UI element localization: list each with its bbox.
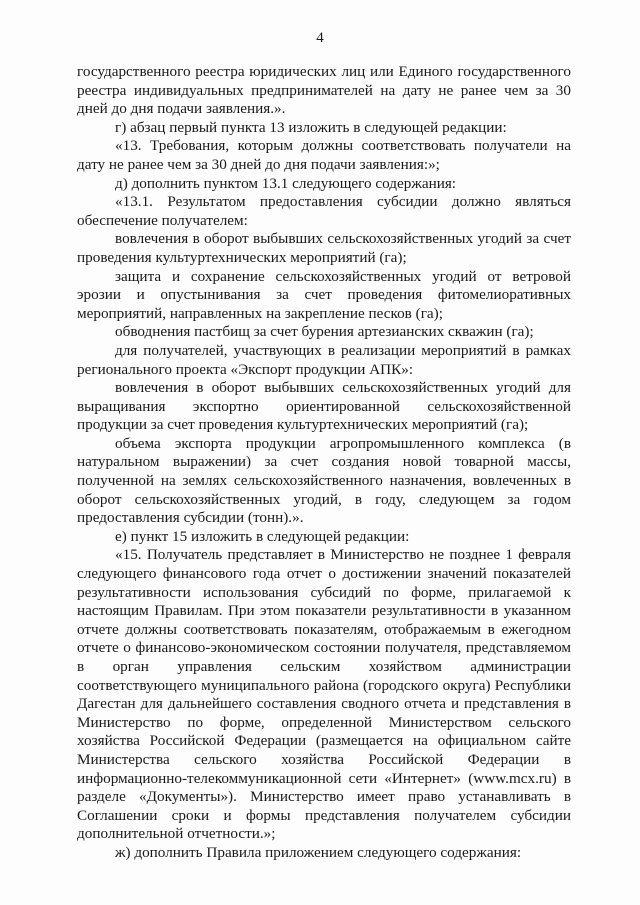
paragraph: государственного реестра юридических лиц или Единого государственного реестра индивидуальных предпринимателей на дату не ранее чем за 30 дней до дня подачи заявления.». — [77, 63, 571, 118]
paragraph: «13.1. Результатом предоставления субсидии должно являться обеспечение получателем: — [77, 193, 571, 229]
paragraph: е) пункт 15 изложить в следующей редакции: — [115, 527, 410, 545]
paragraph: защита и сохранение сельскохозяйственных угодий от ветровой эрозии и опустынивания за счет проведения фитомелиоративных мероприятий, направленных на закрепление песков (га); — [77, 267, 571, 322]
page-number: 4 — [316, 30, 324, 46]
paragraph: вовлечения в оборот выбывших сельскохозяйственных угодий за счет проведения культуртехнических мероприятий (га); — [77, 230, 571, 266]
paragraph: ж) дополнить Правила приложением следующего содержания: — [115, 843, 522, 861]
paragraph: г) абзац первый пункта 13 изложить в следующей редакции: — [115, 118, 507, 136]
paragraph: «15. Получатель представляет в Министерство не позднее 1 февраля следующего финансового года отчет о достижении значений показателей результативности использования субсидий по форме, прилагаемой к настоящим Правилам. При этом показатели результативности в указанном отчете должны соответствовать показателям, отображаемым в ежегодном отчете о финансово-экономическом состоянии получателя, представляемом в орган управления сельским хозяйством администрации соответствующего муниципального района (городского округа) Республики Дагестан для дальнейшего составления сводного отчета и представления в Министерство по форме, определенной Министерством сельского хозяйства Российской Федерации (размещается на официальном сайте Министерства сельского хозяйства Российской Федерации в информационно-телекоммуникационной сети «Интернет» (www.mcx.ru) в разделе «Документы»). Министерство имеет право устанавливать в Соглашении сроки и формы представления получателем субсидии дополнительной отчетности.»; — [77, 546, 571, 843]
paragraph: для получателей, участвующих в реализации мероприятий в рамках регионального проекта «Экспорт продукции АПК»: — [77, 341, 571, 378]
paragraph: д) дополнить пунктом 13.1 следующего содержания: — [115, 174, 457, 192]
paragraph: обводнения пастбищ за счет бурения артезианских скважин (га); — [115, 323, 534, 341]
paragraph: вовлечения в оборот выбывших сельскохозяйственных угодий для выращивания экспортно ориентированной сельскохозяйственной продукции за счет проведения культуртехнических мероприятий (га); — [77, 379, 571, 434]
document-body — [77, 63, 571, 863]
paragraph: «13. Требования, которым должны соответствовать получатели на дату не ранее чем за 30 дней до дня подачи заявления:»; — [77, 137, 571, 173]
paragraph: объема экспорта продукции агропромышленного комплекса (в натуральном выражении) за счет создания новой товарной массы, полученной на землях сельскохозяйственного назначения, вовлеченных в оборот сельскохозяйственных угодий, в году, следующем за годом предоставления субсидии (тонн).». — [77, 434, 571, 527]
